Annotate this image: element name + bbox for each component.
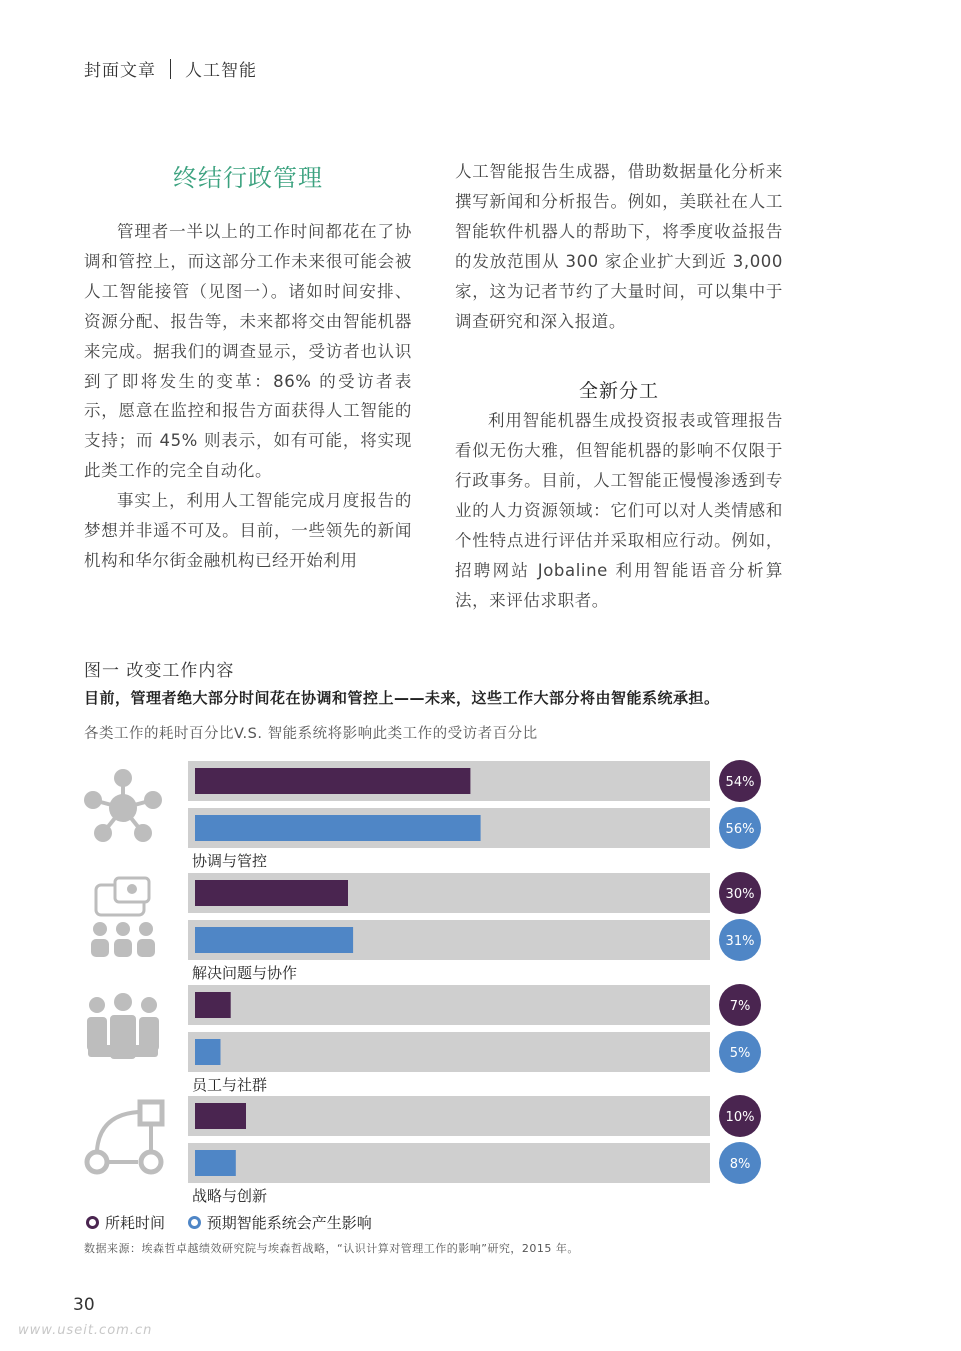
category-label: 员工与社群 [192, 1076, 268, 1094]
paragraph: 利用智能机器生成投资报表或管理报告看似无伤大雅，但智能机器的影响不仅限于行政事务。目前，人工智能正慢慢渗透到专业的人力资源领域：它们可以对人类情感和个性特点进行评估并采取相应行动。例如，招聘网站 Jobaline 利用智能语音分析算法，来评估求职者。 [455, 411, 783, 610]
watermark: www.useit.com.cn [18, 1323, 153, 1338]
data-label: 56% [725, 822, 755, 837]
legend-swatch-spent [86, 1216, 99, 1229]
bar [195, 927, 353, 953]
figure-subtitle: 目前，管理者绝大部分时间花在协调和管控上——未来，这些工作大部分将由智能系统承担。 [84, 689, 720, 707]
bar [195, 815, 481, 841]
bar-track [188, 1096, 710, 1136]
team-discussion-icon [91, 878, 155, 957]
legend-swatch-expected [188, 1216, 201, 1229]
figure-title: 图一 改变工作内容 [84, 661, 235, 681]
section-subheading: 全新分工 [578, 380, 659, 403]
paragraph: 事实上，利用人工智能完成月度报告的梦想并非遥不可及。目前，一些领先的新闻机构和华尔街金融机构已经开始利用 [84, 491, 412, 570]
paragraph: 人工智能报告生成器，借助数据量化分析来撰写新闻和分析报告。例如，美联社在人工智能软件机器人的帮助下，将季度收益报告的发放范围从 300 家企业扩大到近 3,000 家，这为记者节约了大量时间，可以集中于调查研究和深入报道。 [455, 162, 783, 331]
bar [195, 880, 348, 906]
workflow-icon [87, 1102, 162, 1172]
data-label: 30% [725, 887, 755, 902]
data-source: 数据来源：埃森哲卓越绩效研究院与埃森哲战略，“认识计算对管理工作的影响”研究，2015 年。 [84, 1242, 579, 1255]
bar-track [188, 1032, 710, 1072]
legend-label-expected: 预期智能系统会产生影响 [206, 1214, 372, 1232]
category-label: 解决问题与协作 [192, 964, 298, 982]
data-label: 10% [725, 1110, 755, 1125]
header-topic: 人工智能 [185, 61, 257, 81]
bar [195, 1039, 221, 1065]
bar [195, 1103, 246, 1129]
legend-label-spent: 所耗时间 [105, 1214, 166, 1232]
data-label: 5% [729, 1046, 751, 1061]
bar-track [188, 1143, 710, 1183]
article-heading: 终结行政管理 [173, 164, 323, 192]
legend-item-spent [86, 1214, 165, 1232]
category-label: 战略与创新 [192, 1187, 268, 1205]
paragraph: 管理者一半以上的工作时间都花在了协调和管控上，而这部分工作未来很可能会被人工智能接管（见图一）。诸如时间安排、资源分配、报告等，未来都将交由智能机器来完成。据我们的调查显示，受访者也认识到了即将发生的变革：86% 的受访者表示，愿意在监控和报告方面获得人工智能的支持；而 45% 则表示，如有可能，将实现此类工作的完全自动化。 [84, 222, 412, 481]
data-label: 8% [729, 1157, 751, 1172]
bar [195, 1150, 236, 1176]
chart-legend [86, 1212, 390, 1233]
bar-track [188, 985, 710, 1025]
data-label: 54% [725, 775, 755, 790]
category-label: 协调与管控 [192, 852, 268, 870]
figure-description: 各类工作的耗时百分比V.S. 智能系统将影响此类工作的受访者百分比 [84, 726, 538, 742]
data-label: 31% [725, 934, 755, 949]
page-number: 30 [73, 1295, 95, 1315]
header-section: 封面文章 [84, 61, 156, 81]
people-group-icon [87, 993, 159, 1059]
bar [195, 992, 231, 1018]
network-icon [84, 769, 162, 842]
data-label: 7% [729, 999, 751, 1014]
bar [195, 768, 470, 794]
legend-item-expected [188, 1214, 372, 1232]
